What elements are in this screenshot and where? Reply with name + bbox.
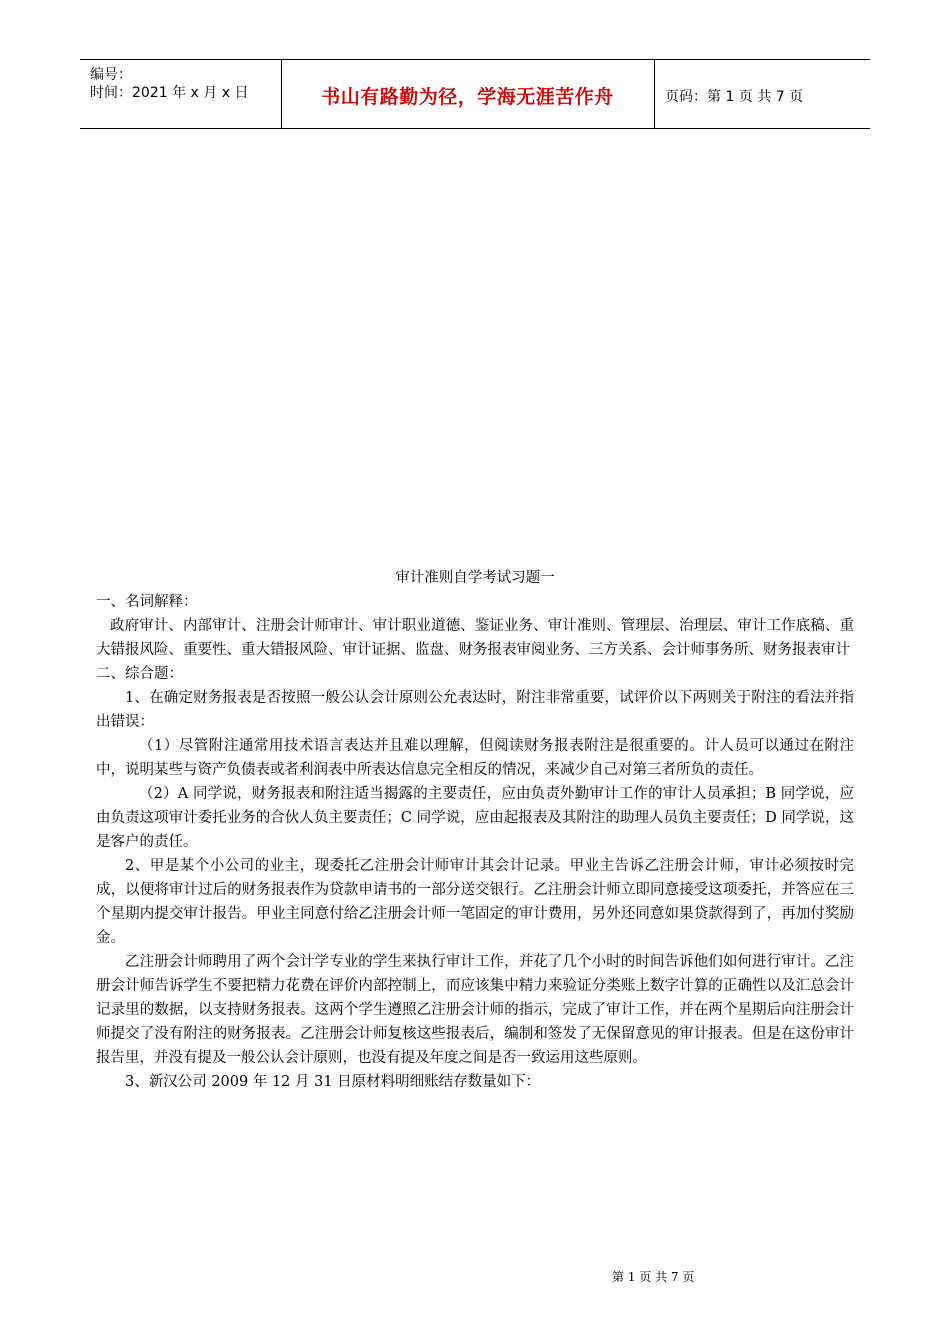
document-body [96,566,854,1094]
header-motto: 书山有路勤为径，学海无涯苦作舟 [321,86,614,108]
header-left-cell [80,60,282,128]
header-right-cell [655,60,870,128]
question-2-continued: 乙注册会计师聘用了两个会计学专业的学生来执行审计工作，并花了几个小时的时间告诉他们如何进行审计。乙注册会计师告诉学生不要把精力花费在评价内部控制上，而应该集中精力来验证分类账上数字计算的正确性以及汇总会计记录里的数据，以支持财务报表。这两个学生遵照乙注册会计师的指示，完成了审计工作，并在两个星期后向注册会计师提交了没有附注的财务报表。乙注册会计师复核这些报表后，编制和签发了无保留意见的审计报表。但是在这份审计报告里，并没有提及一般公认会计原则，也没有提及年度之间是否一致运用这些原则。 [96,954,854,1066]
terms-list: 政府审计、内部审计、注册会计师审计、审计职业道德、鉴证业务、审计准则、管理层、治理层、审计工作底稿、重大错报风险、重要性、重大错报风险、审计证据、监盘、财务报表审阅业务、三方关系、会计师事务所、财务报表审计 [96,618,854,658]
number-label: 编号： [90,67,132,83]
page-footer: 第 1 页 共 7 页 [612,1270,695,1284]
header-page-label: 页码：第 1 页 共 7 页 [665,89,804,105]
document-header [80,59,870,129]
question-1: 1、在确定财务报表是否按照一般公认会计原则公允表达时，附注非常重要，试评价以下两则关于附注的看法并指出错误： [96,690,854,730]
section-heading-questions: 二、综合题： [96,666,183,682]
date-label: 时间：2021 年 x 月 x 日 [90,85,249,101]
question-3: 3、新汉公司 2009 年 12 月 31 日原材料明细账结存数量如下： [125,1074,541,1090]
document-title: 审计准则自学考试习题一 [395,570,555,586]
question-1-part-2: （2）A 同学说，财务报表和附注适当揭露的主要责任，应由负责外勤审计工作的审计人员承担；B 同学说，应由负责这项审计委托业务的合伙人负主要责任；C 同学说，应由起报表及其附注的助理人员负主要责任；D 同学说，这是客户的责任。 [96,786,854,850]
header-middle-cell [281,60,655,128]
question-2: 2、甲是某个小公司的业主，现委托乙注册会计师审计其会计记录。甲业主告诉乙注册会计师，审计必须按时完成，以便将审计过后的财务报表作为贷款申请书的一部分送交银行。乙注册会计师立即同意接受这项委托，并答应在三个星期内提交审计报告。甲业主同意付给乙注册会计师一笔固定的审计费用，另外还同意如果贷款得到了，再加付奖励金。 [96,858,854,946]
question-1-part-1: （1）尽管附注通常用技术语言表达并且难以理解，但阅读财务报表附注是很重要的。计人员可以通过在附注中，说明某些与资产负债表或者利润表中所表达信息完全相反的情况，来减少自己对第三者所负的责任。 [96,738,854,778]
section-heading-terms: 一、名词解释： [96,594,198,610]
